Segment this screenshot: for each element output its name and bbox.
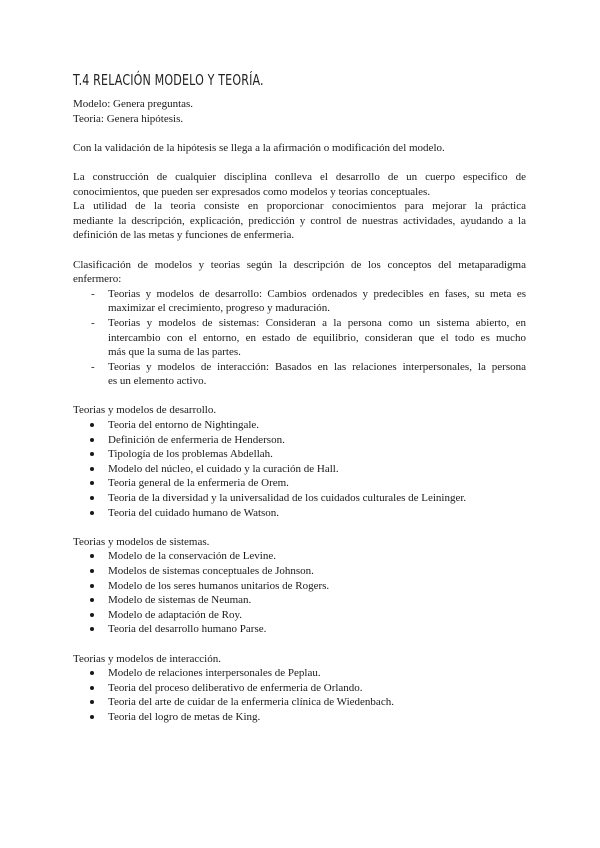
list-item: Teoria del arte de cuidar de la enfermeria clínica de Wiedenbach. — [73, 695, 526, 710]
bullet-icon — [90, 569, 94, 573]
bullet-icon — [90, 671, 94, 675]
utility-line-2: mediante la descripción, explicación, predicción y control de nuestras actividades, ayudando a la — [73, 214, 526, 227]
classification-item-line: maximizar el crecimiento, progreso y maduración. — [108, 302, 331, 315]
dash-marker: - — [91, 287, 95, 300]
classification-item-line: más que la suma de las partes. — [108, 346, 241, 359]
utility-line-1: La utilidad de la teoria consiste en proporcionar conocimientos para mejorar la práctica — [73, 200, 526, 213]
bullet-icon — [90, 686, 94, 690]
list-item: Modelos de sistemas conceptuales de Johnson. — [73, 564, 526, 579]
bullet-icon — [90, 438, 94, 442]
definition-teoria: Teoria: Genera hipótesis. — [73, 112, 184, 125]
classification-item-interaccion — [73, 360, 526, 389]
list-item: Teoria del logro de metas de King. — [73, 710, 526, 725]
classification-item-line: es un elemento activo. — [108, 375, 207, 388]
bullet-icon — [90, 423, 94, 427]
classification-item-line: Teorias y modelos de desarrollo: Cambios ordenados y predecibles en fases, su meta es — [108, 287, 526, 300]
bullet-icon — [90, 627, 94, 631]
bullet-icon — [90, 554, 94, 558]
list-item: Teoria del desarrollo humano Parse. — [73, 622, 526, 637]
list-interaccion — [73, 666, 526, 724]
classification-item-line: Teorias y modelos de sistemas: Consideran a la persona como un sistema abierto, en — [108, 316, 526, 329]
bullet-icon — [90, 584, 94, 588]
bullet-icon — [90, 511, 94, 515]
list-item: Teoria del entorno de Nightingale. — [73, 418, 526, 433]
classification-item-line: intercambio con el entorno, en estado de equilibrio, consideran que el todo es mucho — [108, 331, 526, 344]
list-item: Modelo de relaciones interpersonales de Peplau. — [73, 666, 526, 681]
bullet-icon — [90, 715, 94, 719]
list-item: Modelo del núcleo, el cuidado y la curación de Hall. — [73, 462, 526, 477]
bullet-icon — [90, 496, 94, 500]
list-item: Modelo de adaptación de Roy. — [73, 608, 526, 623]
definition-modelo: Modelo: Genera preguntas. — [73, 98, 194, 110]
classification-line-2: enfermero: — [73, 273, 122, 286]
section-heading-desarrollo: Teorias y modelos de desarrollo. — [73, 404, 217, 417]
bullet-icon — [90, 452, 94, 456]
dash-marker: - — [91, 316, 95, 329]
list-item: Teoria de la diversidad y la universalidad de los cuidados culturales de Leininger. — [73, 491, 526, 506]
list-item: Modelo de la conservación de Levine. — [73, 549, 526, 564]
list-item: Modelo de sistemas de Neuman. — [73, 593, 526, 608]
bullet-icon — [90, 613, 94, 617]
section-heading-sistemas: Teorias y modelos de sistemas. — [73, 535, 210, 548]
list-item: Tipología de los problemas Abdellah. — [73, 447, 526, 462]
page-title: T.4 RELACIÓN MODELO Y TEORÍA. — [73, 71, 264, 89]
bullet-icon — [90, 598, 94, 602]
validation-paragraph: Con la validación de la hipótesis se llega a la afirmación o modificación del modelo. — [73, 141, 445, 154]
classification-item-desarrollo — [73, 287, 526, 316]
construction-line-2: conocimientos, que pueden ser expresados como modelos y teorias conceptuales. — [73, 185, 431, 198]
dash-marker: - — [91, 360, 95, 373]
construction-line-1: La construcción de cualquier disciplina conlleva el desarrollo de un cuerpo especifico de — [73, 170, 526, 183]
list-item: Definición de enfermeria de Henderson. — [73, 433, 526, 448]
bullet-icon — [90, 700, 94, 704]
bullet-icon — [90, 481, 94, 485]
list-sistemas — [73, 549, 526, 637]
document-body — [73, 97, 526, 725]
list-desarrollo — [73, 418, 526, 520]
list-item: Modelo de los seres humanos unitarios de Rogers. — [73, 579, 526, 594]
list-item: Teoria del proceso deliberativo de enfermeria de Orlando. — [73, 681, 526, 696]
utility-line-3: definición de las metas y funciones de enfermeria. — [73, 229, 295, 242]
classification-item-sistemas — [73, 316, 526, 360]
list-item: Teoria general de la enfermeria de Orem. — [73, 476, 526, 491]
bullet-icon — [90, 467, 94, 471]
classification-line-1: Clasificación de modelos y teorias según la descripción de los conceptos del metaparadigma — [73, 258, 526, 271]
list-item: Teoria del cuidado humano de Watson. — [73, 506, 526, 521]
classification-item-line: Teorias y modelos de interacción: Basados en las relaciones interpersonales, la persona — [108, 360, 526, 373]
section-heading-interaccion: Teorias y modelos de interacción. — [73, 652, 221, 665]
